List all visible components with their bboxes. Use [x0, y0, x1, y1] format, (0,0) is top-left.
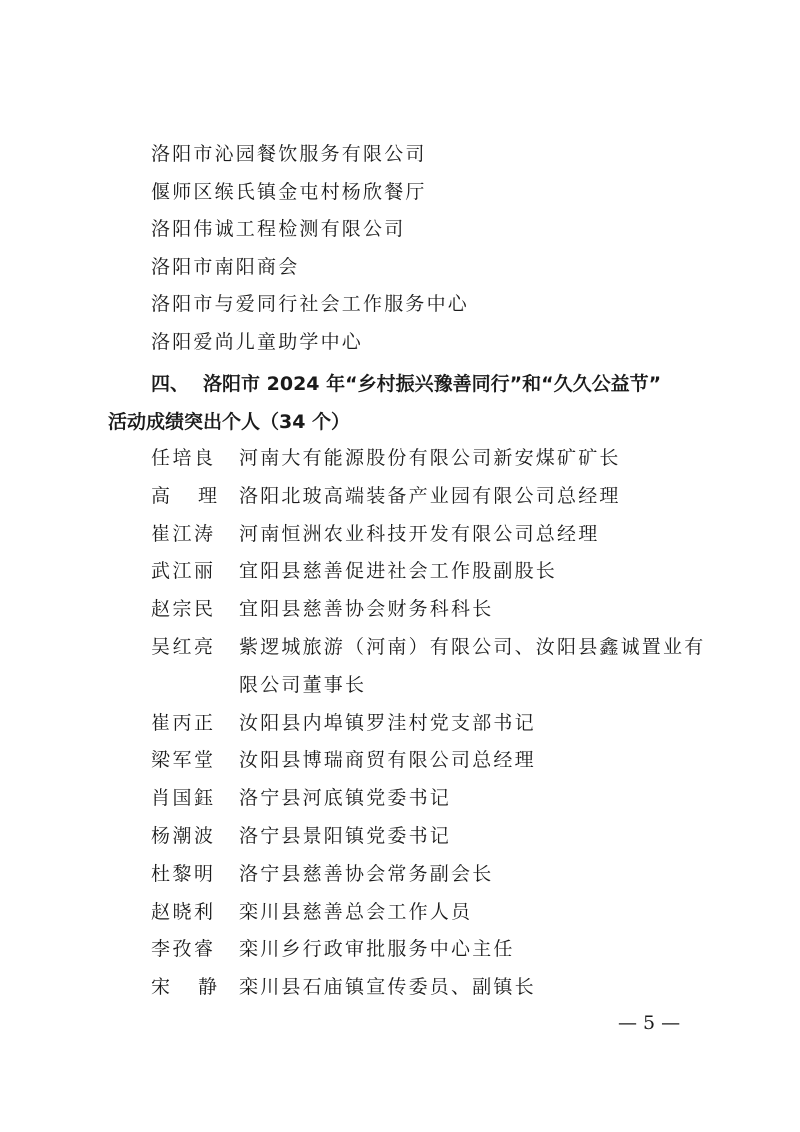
person-name: 任培良	[151, 447, 216, 469]
person-row	[151, 591, 751, 629]
person-name: 杜黎明	[151, 862, 216, 885]
organization-item: 洛阳市沁园餐饮服务有限公司	[151, 143, 427, 165]
person-title: 栾川县石庙镇宣传委员、副镇长	[239, 976, 536, 999]
person-title: 紫逻城旅游（河南）有限公司、汝阳县鑫诚置业有限公司董事长	[239, 635, 706, 696]
person-title: 宜阳县慈善协会财务科科长	[239, 598, 494, 621]
person-row	[151, 629, 751, 705]
person-row	[151, 856, 751, 894]
person-title: 洛宁县河底镇党委书记	[239, 787, 452, 810]
person-name-part: 宋	[151, 976, 171, 999]
person-name: 崔江涛	[151, 522, 216, 545]
person-row	[151, 478, 751, 516]
section-title-line1: 洛阳市 2024 年“乡村振兴豫善同行”和“久久公益节”	[203, 373, 662, 395]
organization-item: 洛阳市南阳商会	[151, 255, 300, 278]
person-row	[151, 440, 751, 478]
person-row	[151, 780, 751, 818]
person-name: 吴红亮	[151, 635, 216, 658]
person-row	[151, 969, 751, 1007]
person-name-part: 高	[151, 484, 171, 507]
person-row	[151, 705, 751, 743]
person-row	[151, 818, 751, 856]
section-number: 四、	[151, 373, 190, 395]
organization-item: 洛阳伟诚工程检测有限公司	[151, 218, 406, 241]
person-name: 李孜睿	[151, 938, 216, 961]
section-title-line2: 活动成绩突出个人（34 个）	[108, 411, 351, 433]
person-name	[151, 969, 217, 1007]
person-title: 汝阳县博瑞商贸有限公司总经理	[239, 749, 536, 772]
person-name: 崔丙正	[151, 711, 216, 734]
person-name-part: 理	[197, 484, 217, 507]
person-title: 洛宁县慈善协会常务副会长	[239, 862, 494, 885]
page-number: — 5 —	[618, 1012, 681, 1034]
person-title: 栾川乡行政审批服务中心主任	[239, 938, 515, 961]
person-name: 梁军堂	[151, 749, 216, 772]
section-heading	[108, 364, 748, 440]
person-title: 洛阳北玻高端装备产业园有限公司总经理	[239, 484, 621, 507]
person-row	[151, 742, 751, 780]
person-row	[151, 553, 751, 591]
person-row	[151, 894, 751, 932]
person-name: 武江丽	[151, 560, 216, 583]
organization-item: 洛阳市与爱同行社会工作服务中心	[151, 293, 470, 316]
person-title: 洛宁县景阳镇党委书记	[239, 824, 452, 847]
person-title: 汝阳县内埠镇罗洼村党支部书记	[239, 711, 536, 734]
person-name	[151, 478, 217, 516]
person-name-part: 静	[197, 976, 217, 999]
person-row	[151, 516, 751, 554]
section-heading-line1	[108, 364, 748, 404]
person-name: 赵晓利	[151, 900, 216, 923]
person-row	[151, 931, 751, 969]
person-name: 杨潮波	[151, 824, 216, 847]
person-name: 肖国鈺	[151, 787, 216, 810]
organization-list	[151, 136, 751, 362]
person-list	[151, 440, 751, 1007]
person-title: 栾川县慈善总会工作人员	[239, 900, 473, 923]
person-title: 河南恒洲农业科技开发有限公司总经理	[239, 522, 600, 545]
organization-item: 洛阳爱尚儿童助学中心	[151, 330, 364, 353]
person-title: 河南大有能源股份有限公司新安煤矿矿长	[239, 447, 621, 469]
person-title: 宜阳县慈善促进社会工作股副股长	[239, 560, 558, 583]
person-name: 赵宗民	[151, 598, 216, 621]
organization-item: 偃师区缑氏镇金屯村杨欣餐厅	[151, 180, 427, 203]
